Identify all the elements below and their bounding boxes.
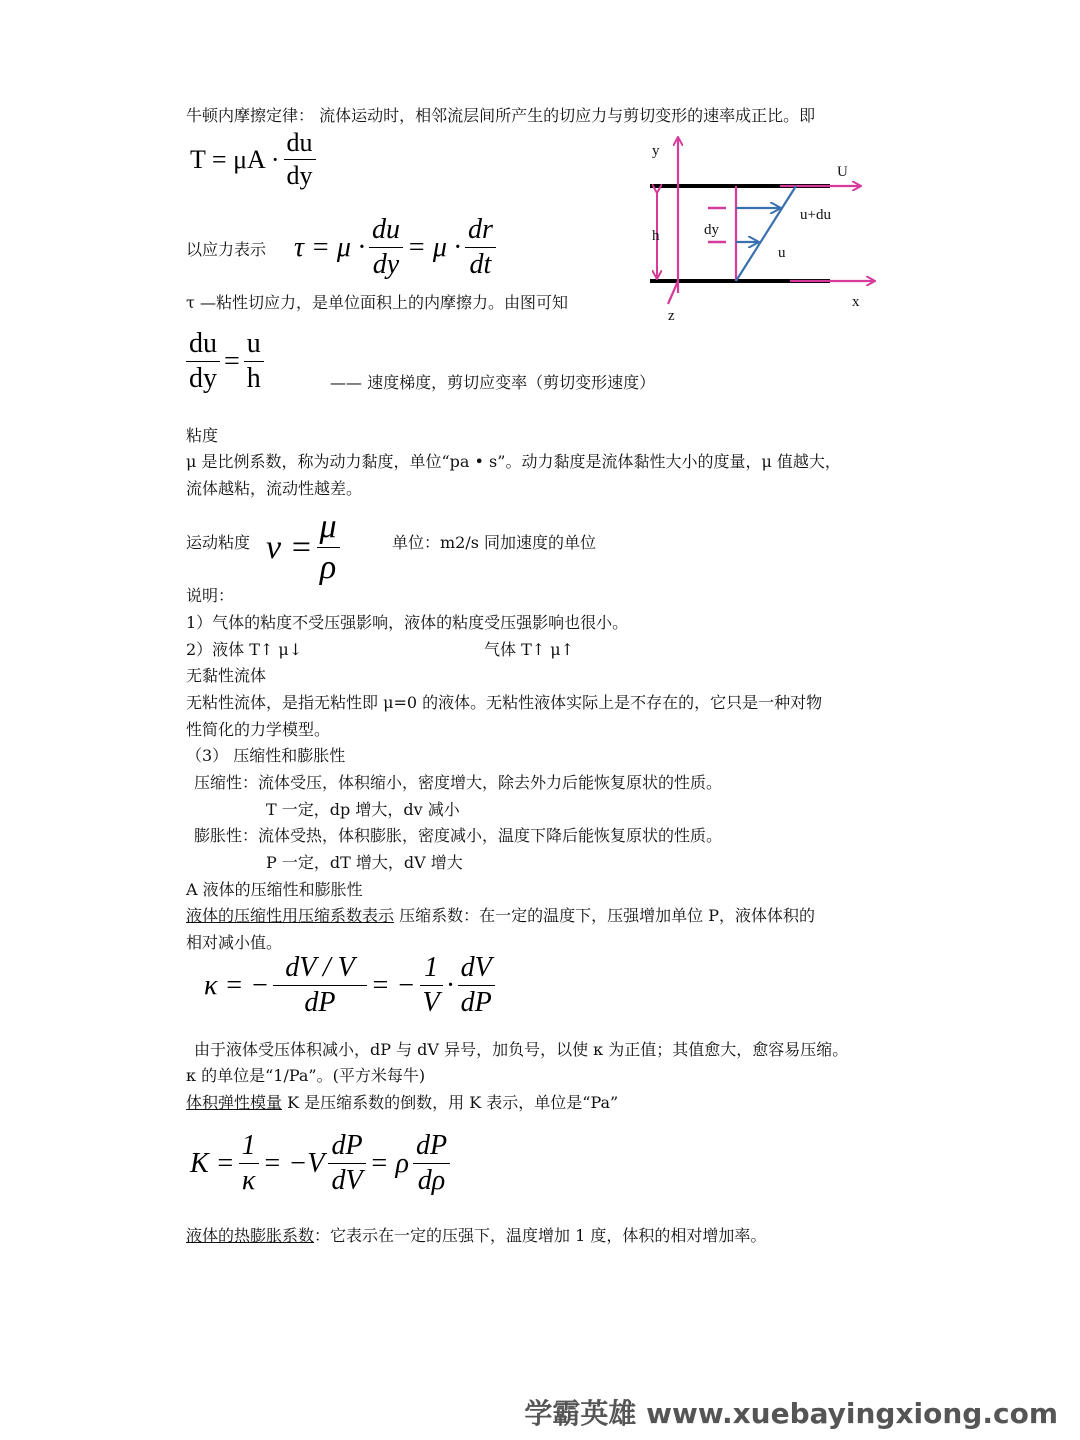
label-u: u: [778, 245, 786, 261]
kappa-note-2: κ 的单位是“1/Pa”。(平方米每牛): [186, 1066, 426, 1085]
label-u-du: u+du: [800, 207, 831, 223]
kappa-num-3: dV: [458, 952, 495, 986]
gradient-eq-sign: =: [224, 345, 240, 377]
kappa-num-1: dV / V: [273, 952, 366, 986]
gradient-num-2: u: [244, 328, 264, 362]
bulk-mid-1: = −V: [262, 1147, 325, 1179]
kappa-intro-rest: 压缩系数：在一定的温度下，压强增加单位 P，液体体积的: [394, 906, 815, 925]
label-z: z: [668, 308, 675, 324]
expansibility-cond: P 一定，dT 增大，dV 增大: [266, 853, 463, 872]
stress-equation-mid: = μ ·: [406, 231, 461, 263]
note-2-gas: 气体 T↑ μ↑: [484, 640, 575, 659]
kappa-num-2: 1: [420, 952, 443, 986]
bulk-den-3: dρ: [417, 1165, 446, 1196]
section-3-title: （3） 压缩性和膨胀性: [186, 746, 346, 765]
kappa-den-1: dP: [304, 987, 336, 1018]
compressibility-def: 压缩性：流体受压，体积缩小，密度增大，除去外力后能恢复原状的性质。: [194, 773, 723, 792]
mu-description-1: μ 是比例系数，称为动力黏度，单位“pa • s”。动力黏度是流体黏性大小的度量，μ 值越大，: [186, 452, 841, 471]
velocity-profile-line: [736, 186, 796, 281]
bulk-den-2: dV: [331, 1165, 363, 1196]
kinematic-equation: [262, 508, 340, 587]
bulk-modulus-rest: K 是压缩系数的倒数，用 K 表示，单位是“Pa”: [282, 1093, 619, 1112]
gradient-den-2: h: [246, 363, 261, 394]
stress-equation-lhs: τ = μ ·: [294, 231, 365, 263]
watermark: 学霸英雄 www.xuebayingxiong.com: [524, 1397, 1058, 1430]
thermal-expansion-line: [186, 1226, 766, 1246]
label-dy: dy: [704, 222, 719, 238]
kappa-note-1: 由于液体受压体积减小，dP 与 dV 异号，加负号，以使 κ 为正值；其值愈大，愈容易压缩。: [194, 1040, 849, 1059]
stress-label: 以应力表示: [186, 240, 267, 259]
kinematic-den: ρ: [319, 549, 337, 586]
bulk-num-1: 1: [239, 1130, 259, 1164]
stress-den-2: dt: [469, 249, 492, 280]
newton-equation: [186, 128, 316, 191]
note-title: 说明：: [186, 586, 235, 605]
bulk-lhs: K =: [190, 1147, 235, 1179]
bulk-num-3: dP: [413, 1130, 450, 1164]
kappa-equation: [200, 952, 495, 1019]
bulk-den-1: κ: [241, 1165, 256, 1196]
inviscid-title: 无黏性流体: [186, 666, 267, 685]
stress-num-1: du: [369, 214, 403, 248]
kappa-intro-2: 相对减小值。: [186, 933, 283, 952]
kinematic-num: μ: [317, 508, 340, 548]
kappa-intro: [186, 906, 815, 926]
label-h: h: [652, 228, 660, 244]
kinematic-lhs: ν =: [266, 528, 313, 566]
gradient-equation: [186, 328, 264, 395]
compressibility-cond: T 一定，dp 增大，dv 减小: [266, 800, 460, 819]
stress-num-2: dr: [465, 214, 496, 248]
tau-description: τ —粘性切应力，是单位面积上的内摩擦力。由图可知: [186, 293, 568, 312]
bulk-modulus-line: [186, 1093, 618, 1113]
section-a-title: A 液体的压缩性和膨胀性: [186, 880, 363, 899]
stress-equation: [290, 214, 496, 281]
z-axis-line: [668, 281, 678, 304]
kinematic-label: 运动粘度: [186, 533, 251, 552]
kappa-lhs: κ = −: [204, 969, 270, 1001]
gradient-description: —— 速度梯度，剪切应变率（剪切变形速度）: [330, 373, 656, 392]
gradient-num-1: du: [186, 328, 220, 362]
gradient-den-1: dy: [189, 363, 217, 394]
label-U: U: [837, 164, 848, 180]
bulk-num-2: dP: [328, 1130, 365, 1164]
kappa-den-2: V: [422, 987, 440, 1018]
note-2-liquid: 2）液体 T↑ μ↓: [186, 640, 303, 659]
mu-description-2: 流体越粘，流动性越差。: [186, 479, 363, 498]
newton-equation-lhs: T = μA ·: [190, 144, 280, 174]
kappa-den-3: dP: [460, 987, 492, 1018]
newton-equation-num: du: [284, 128, 316, 160]
inviscid-2: 性简化的力学模型。: [186, 720, 331, 739]
kappa-mid: = −: [370, 969, 416, 1001]
label-x: x: [852, 294, 860, 310]
label-y: y: [652, 143, 660, 159]
kappa-intro-underlined: 液体的压缩性用压缩系数表示: [186, 906, 395, 925]
thermal-expansion-underlined: 液体的热膨胀系数: [186, 1226, 315, 1245]
kappa-dot: ·: [446, 969, 454, 1001]
viscosity-title: 粘度: [186, 426, 219, 445]
bulk-equation: [186, 1130, 450, 1197]
thermal-expansion-rest: ：它表示在一定的压强下，温度增加 1 度，体积的相对增加率。: [314, 1226, 767, 1245]
expansibility-def: 膨胀性：流体受热，体积膨胀，密度减小，温度下降后能恢复原状的性质。: [194, 826, 723, 845]
velocity-profile-diagram: [630, 128, 890, 328]
newton-law-text: 牛顿内摩擦定律： 流体运动时，相邻流层间所产生的切应力与剪切变形的速率成正比。即: [186, 106, 816, 125]
newton-equation-den: dy: [286, 161, 313, 190]
kinematic-unit: 单位：m2/s 同加速度的单位: [392, 533, 597, 552]
inviscid-1: 无粘性流体，是指无粘性即 μ=0 的液体。无粘性液体实际上是不存在的，它只是一种对物: [186, 693, 823, 712]
bulk-modulus-underlined: 体积弹性模量: [186, 1093, 283, 1112]
note-1: 1）气体的粘度不受压强影响，液体的粘度受压强影响也很小。: [186, 613, 629, 632]
bulk-mid-2: = ρ: [369, 1147, 409, 1179]
stress-den-1: dy: [372, 249, 400, 280]
